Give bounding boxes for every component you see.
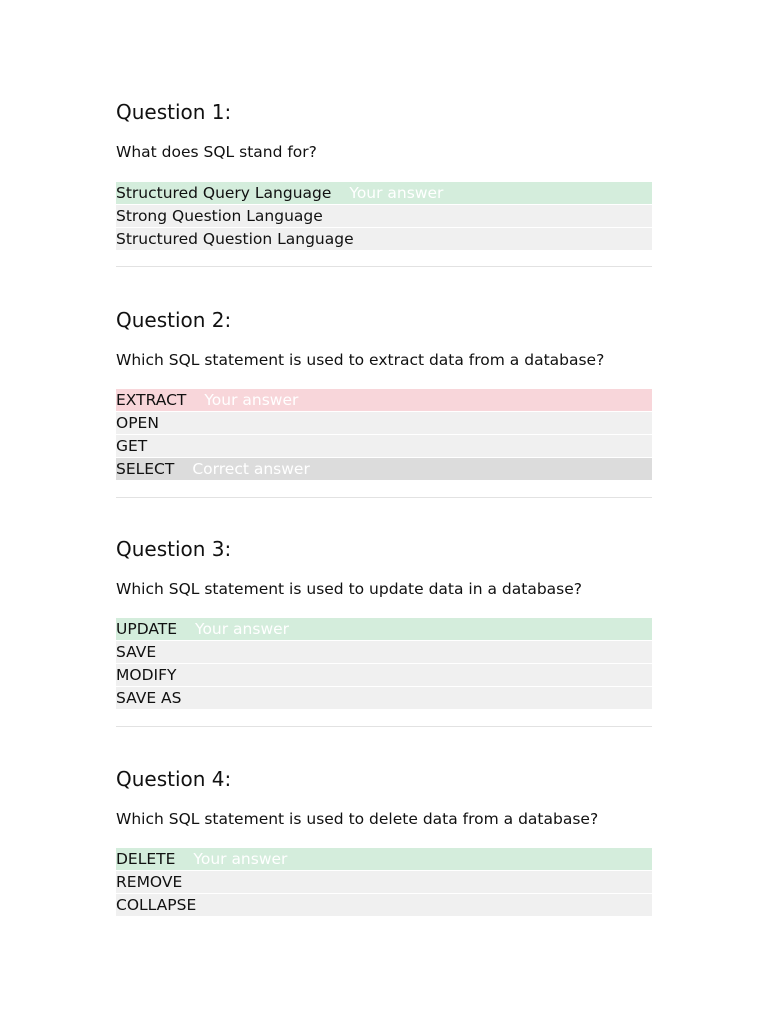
question-text: Which SQL statement is used to update data in a database? (116, 580, 583, 598)
options-list (116, 618, 652, 710)
your-answer-tag: Your answer (193, 850, 288, 868)
question-3 (116, 537, 652, 707)
question-2 (116, 308, 652, 478)
option-correct-answer (116, 458, 652, 480)
option-label: Strong Question Language (116, 207, 323, 225)
question-text: Which SQL statement is used to extract data from a database? (116, 351, 605, 369)
question-4 (116, 767, 652, 914)
option-label: DELETE (116, 850, 176, 868)
options-list (116, 848, 652, 917)
your-answer-tag: Your answer (195, 620, 290, 638)
divider (116, 726, 652, 727)
option-label: GET (116, 437, 148, 455)
option-label: OPEN (116, 414, 159, 432)
option (116, 228, 652, 250)
option-your-answer (116, 618, 652, 640)
option-label: EXTRACT (116, 391, 187, 409)
option-label: UPDATE (116, 620, 178, 638)
question-1 (116, 100, 652, 248)
question-text: What does SQL stand for? (116, 143, 317, 161)
option-label: SAVE AS (116, 689, 182, 707)
divider (116, 266, 652, 267)
option-your-answer (116, 389, 652, 411)
correct-answer-tag: Correct answer (192, 460, 310, 478)
question-title: Question 1: (116, 100, 232, 124)
option (116, 205, 652, 227)
option-label: REMOVE (116, 873, 183, 891)
question-title: Question 2: (116, 308, 232, 332)
options-list (116, 389, 652, 481)
option (116, 412, 652, 434)
question-title: Question 3: (116, 537, 232, 561)
question-title: Question 4: (116, 767, 232, 791)
your-answer-tag: Your answer (204, 391, 299, 409)
option-label: Structured Query Language (116, 184, 332, 202)
option-your-answer (116, 182, 652, 204)
option-label: COLLAPSE (116, 896, 197, 914)
option (116, 871, 652, 893)
option-label: SELECT (116, 460, 175, 478)
option (116, 687, 652, 709)
option (116, 664, 652, 686)
option-your-answer (116, 848, 652, 870)
option-label: MODIFY (116, 666, 177, 684)
option (116, 641, 652, 663)
option (116, 894, 652, 916)
options-list (116, 182, 652, 251)
option-label: Structured Question Language (116, 230, 354, 248)
option-label: SAVE (116, 643, 157, 661)
question-text: Which SQL statement is used to delete data from a database? (116, 810, 599, 828)
option (116, 435, 652, 457)
divider (116, 497, 652, 498)
your-answer-tag: Your answer (349, 184, 444, 202)
